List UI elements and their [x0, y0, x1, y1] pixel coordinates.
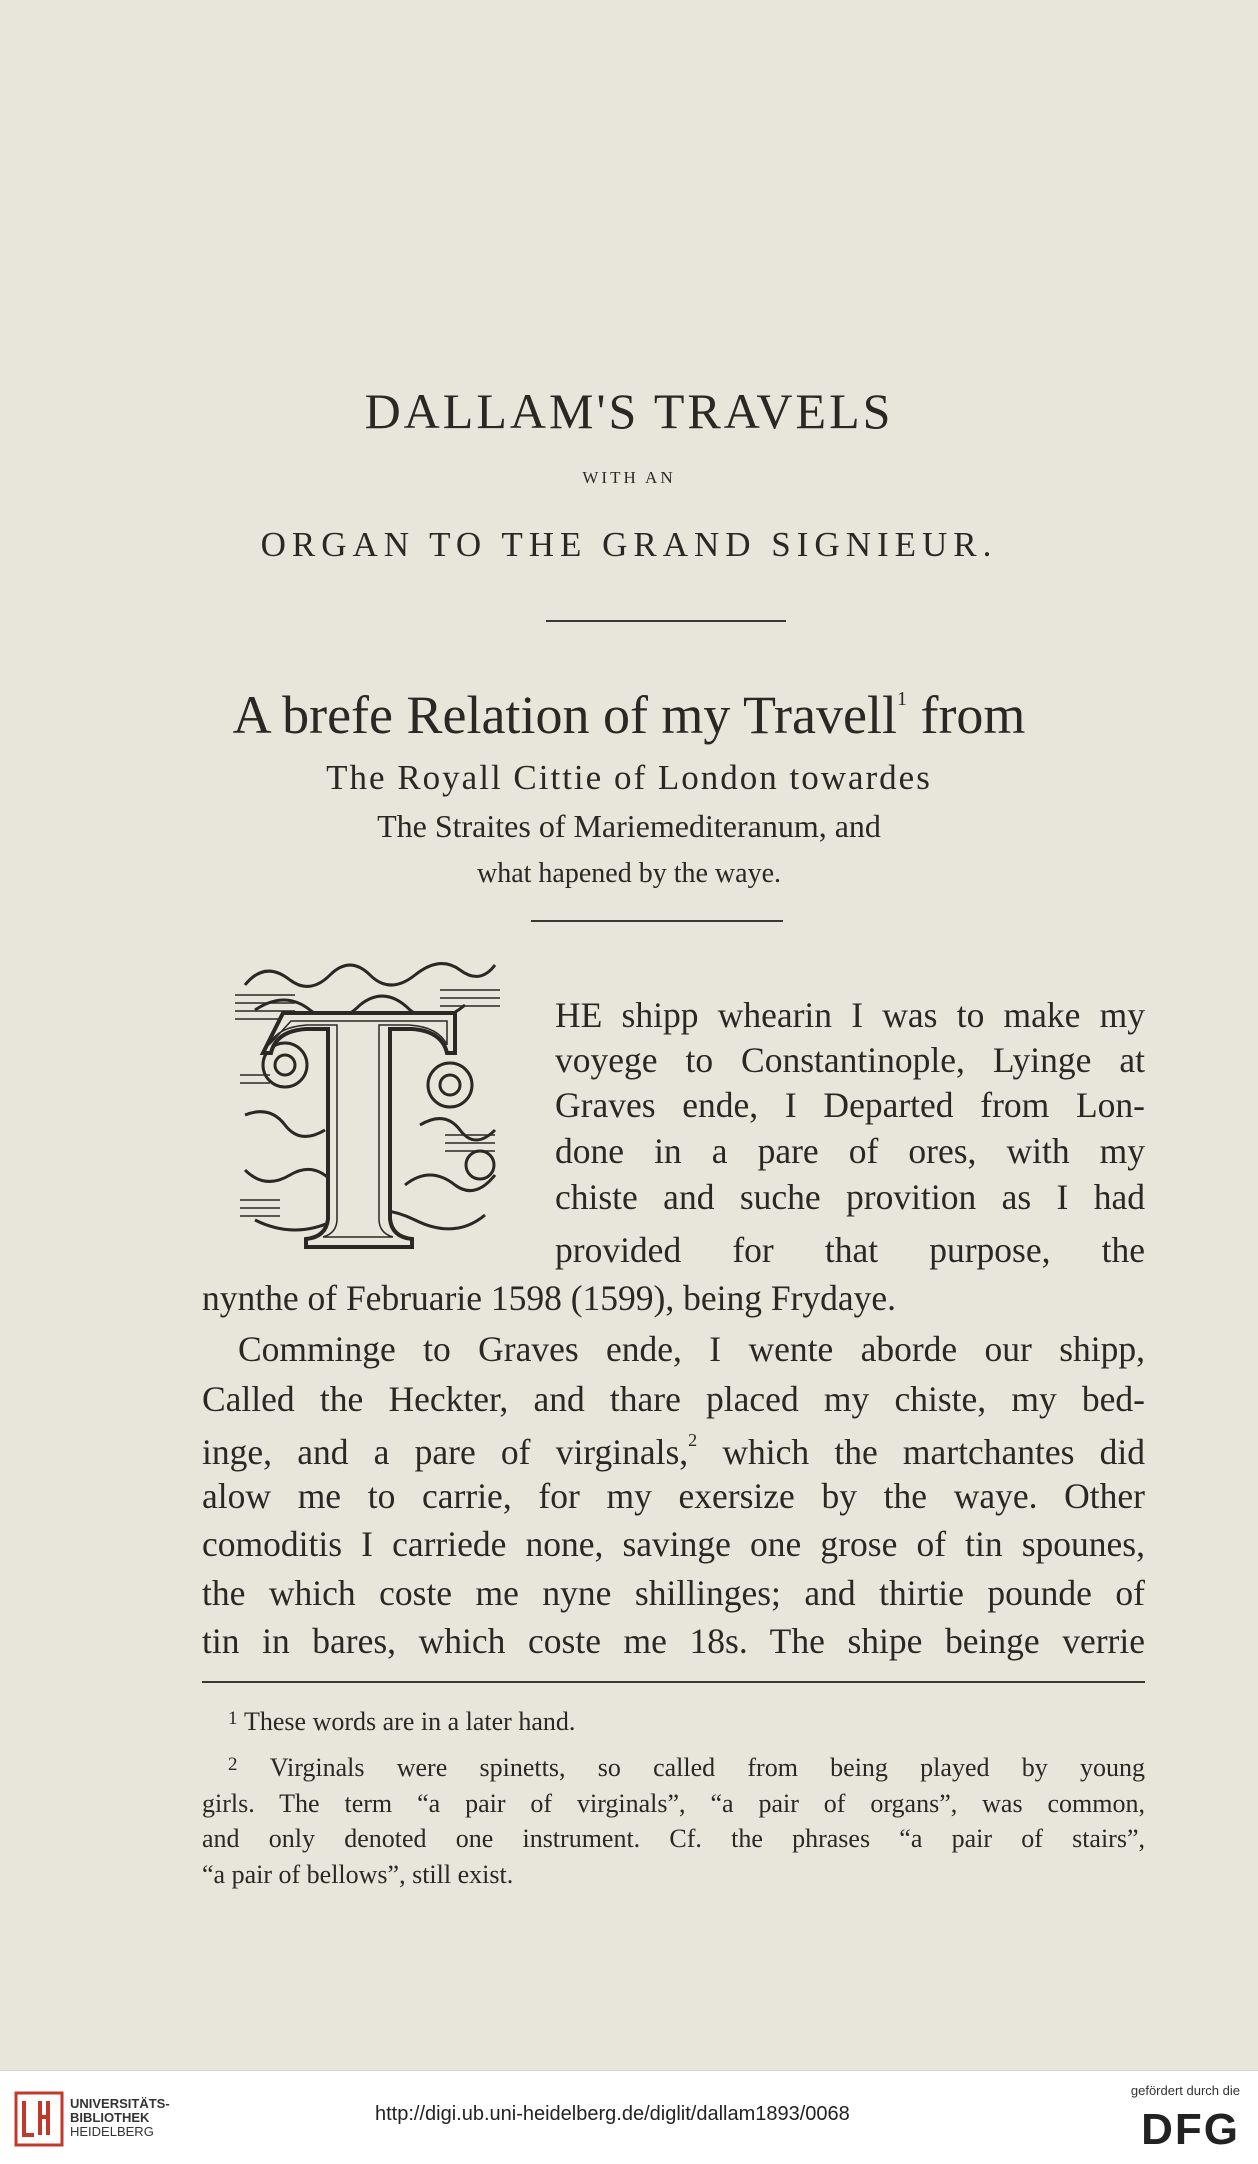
with-an-line: WITH AN — [582, 468, 676, 487]
ornamental-initial-icon — [225, 955, 515, 1255]
body-line: the which coste me nyne shillinges; and thirtie pounde of — [202, 1573, 1145, 1613]
permalink[interactable]: http://digi.ub.uni-heidelberg.de/diglit/dallam1893/0068 — [375, 2103, 850, 2125]
body-line: inge, and a pare of virginals,$^2$ which the martchantes did — [202, 1430, 1145, 1472]
footnote-2-line: and only denoted one instrument. Cf. the phrases “a pair of stairs”, — [202, 1824, 1145, 1853]
library-logo-icon[interactable] — [14, 2089, 64, 2147]
body-line: Graves ende, I Departed from Lon- — [555, 1085, 1145, 1125]
body-line: Comminge to Graves ende, I wente aborde our shipp, — [238, 1329, 1145, 1369]
footnote-1: $^1$ These words are in a later hand. — [228, 1707, 576, 1736]
body-line: tin in bares, which coste me 18s. The shipe beinge verrie — [202, 1621, 1145, 1661]
relation-line-3: The Straites of Mariemediteranum, and — [377, 808, 881, 844]
body-line: done in a pare of ores, with my — [555, 1131, 1145, 1171]
body-line: provided for that purpose, the — [555, 1230, 1145, 1270]
book-title: DALLAM'S TRAVELS — [364, 383, 894, 439]
footnote-ref-1: 1 — [896, 688, 907, 710]
funded-by-label: gefördert durch die — [1130, 2083, 1240, 2098]
body-line: alow me to carrie, for my exersize by the waye. Other — [202, 1476, 1145, 1516]
footnote-2-line: girls. The term “a pair of virginals”, “a pair of organs”, was common, — [202, 1789, 1145, 1818]
footnote-2-line: “a pair of bellows”, still exist. — [202, 1860, 514, 1889]
body-line: comoditis I carriede none, savinge one grose of tin spounes, — [202, 1524, 1145, 1564]
footnote-ref-2: 2 — [688, 1430, 698, 1450]
title-divider — [546, 620, 786, 622]
relation-heading: A brefe Relation of my Travell$^1$ from — [232, 685, 1026, 745]
relation-line-2: The Royall Cittie of London towardes — [326, 758, 932, 797]
viewer-footer — [0, 2070, 1258, 2164]
body-line: voyege to Constantinople, Lyinge at — [555, 1040, 1145, 1080]
footnote-2: $^2$ Virginals were spinetts, so called from being played by young — [228, 1753, 1145, 1782]
body-line: nynthe of Februarie 1598 (1599), being Frydaye. — [202, 1278, 897, 1318]
footnote-divider — [202, 1681, 1145, 1683]
dfg-logo[interactable]: DFG — [1141, 2105, 1240, 2154]
book-subtitle: ORGAN TO THE GRAND SIGNIEUR. — [260, 525, 998, 564]
body-line: chiste and suche provition as I had — [555, 1177, 1145, 1217]
relation-divider — [531, 920, 783, 922]
relation-line-4: what hapened by the waye. — [477, 858, 781, 889]
body-line: Called the Heckter, and thare placed my chiste, my bed- — [202, 1379, 1145, 1419]
body-line: HE shipp whearin I was to make my — [555, 995, 1145, 1035]
library-name: UNIVERSITÄTS- BIBLIOTHEK HEIDELBERG — [70, 2096, 170, 2139]
